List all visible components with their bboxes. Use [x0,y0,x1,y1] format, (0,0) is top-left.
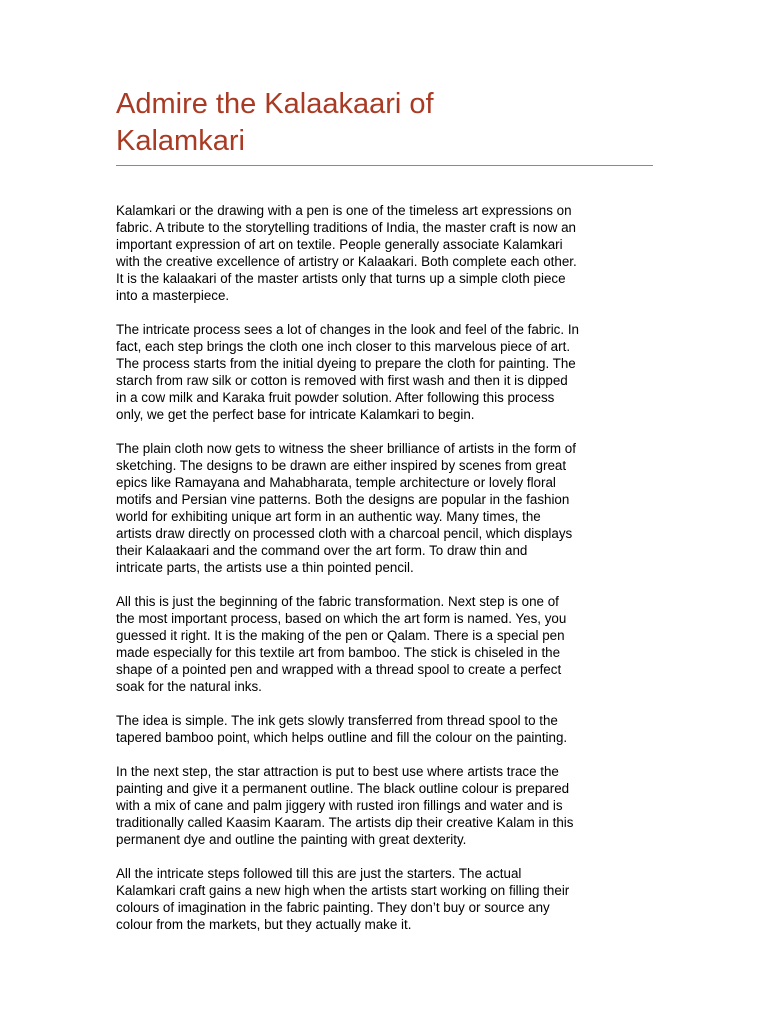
paragraph-colours: All the intricate steps followed till this are just the starters. The actual Kalamkari craft gains a new high when the artists start working on filling their colours of imagination in the fabric painting. They don’t buy or source any colour from the markets, but they actually make it. [116,866,570,932]
paragraph-process: The intricate process sees a lot of changes in the look and feel of the fabric. In fact, each step brings the cloth one inch closer to this marvelous piece of art. The process starts from the initial dyeing to prepare the cloth for painting. The starch from raw silk or cotton is removed with first wash and then it is dipped in a cow milk and Karaka fruit powder solution. After following this process only, we get the perfect base for intricate Kalamkari to begin. [116,322,579,422]
title-divider [116,165,653,166]
paragraph-intro: Kalamkari or the drawing with a pen is one of the timeless art expressions on fabric. A tribute to the storytelling traditions of India, the master craft is now an important expression of art on textile. People generally associate Kalamkari with the creative excellence of artistry or Kalaakari. Both complete each other. It is the kalaakari of the master artists only that turns up a simple cloth piece into a masterpiece. [116,203,577,303]
document-body [116,202,653,950]
paragraph-qalam: All this is just the beginning of the fabric transformation. Next step is one of the most important process, based on which the art form is named. Yes, you guessed it right. It is the making of the pen or Qalam. There is a special pen made especially for this textile art from bamboo. The stick is chiseled in the shape of a pointed pen and wrapped with a thread spool to create a perfect soak for the natural inks. [116,594,567,694]
paragraph-outline: In the next step, the star attraction is put to best use where artists trace the painting and give it a permanent outline. The black outline colour is prepared with a mix of cane and palm jiggery with rusted iron fillings and water and is traditionally called Kaasim Kaaram. The artists dip their creative Kalam in this permanent dye and outline the painting with great dexterity. [116,764,574,847]
paragraph-sketching: The plain cloth now gets to witness the sheer brilliance of artists in the form of sketching. The designs to be drawn are either inspired by scenes from great epics like Ramayana and Mahabharata, temple architecture or lovely floral motifs and Persian vine patterns. Both the designs are popular in the fashion world for exhibiting unique art form in an authentic way. Many times, the artists draw directly on processed cloth with a charcoal pencil, which displays their Kalaakaari and the command over the art form. To draw thin and intricate parts, the artists use a thin pointed pencil. [116,441,576,575]
paragraph-ink: The idea is simple. The ink gets slowly transferred from thread spool to the tapered bamboo point, which helps outline and fill the colour on the painting. [116,713,568,745]
document-title: Admire the Kalaakaari of Kalamkari [116,88,434,157]
